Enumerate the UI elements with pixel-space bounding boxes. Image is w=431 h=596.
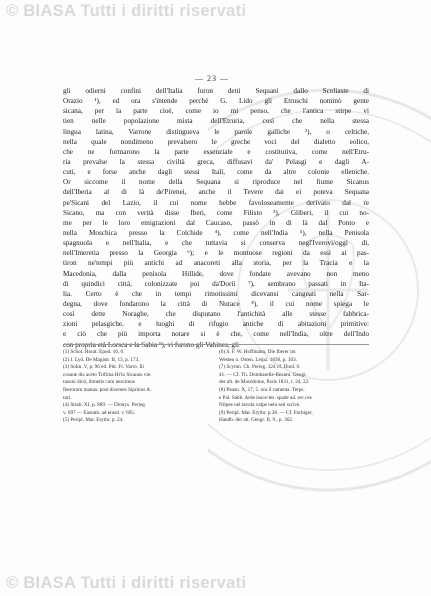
text-line: tien nelle popolazione mista dell'Etruria, così che nella stessa xyxy=(63,117,369,126)
text-line: così dette Noraghe, che disputano l'antichità alle stesse fabbrica- xyxy=(63,310,369,319)
footnote-line: (5) Peripl. Mar. Erythr. p. 24. xyxy=(63,417,124,424)
footnote-line: Handb. der alt. Geogr. II, 9., p. 362. xyxy=(219,417,294,424)
text-line: Orazio ¹), ed ora s'intende perchè G. Lido gli Etruschi nominò gente xyxy=(63,97,369,106)
footnote-line: e Pal. Sabb. Arde isoce-les. spade ad. rec.ces xyxy=(219,394,312,401)
footnote-line: (8) Pausn. X, 17, 5. ora il ramenta. Terps. xyxy=(219,386,305,393)
footnote-divider xyxy=(63,344,369,345)
text-line: pe'Sicani del Lazio, il cui nome hebbe favoloseamente derivato dal re xyxy=(63,198,369,207)
footnote-line: tusuni dicti, dimetis cum nescimus xyxy=(63,379,135,386)
text-line: sicana, per la parte cioè, come io mi penso, che l'antica stirpe vi xyxy=(63,107,369,116)
footnote-line: der alt. de Macédoine, Paris 1831, t. 24, 22. xyxy=(219,379,310,386)
footnote-line: (4) Strab. XI, p. 889. — Dionys. Perieg. xyxy=(63,402,147,409)
footnote-line: (2) J. Lyd. De Magistr. II, 13, p. 173. xyxy=(63,356,140,363)
footnote-line: Iberorum manus. post dicentes Siprinos A. xyxy=(63,386,152,393)
text-line: lia. Certo è che in tempi rimotissimi dicevansi cangeati nella Sar- xyxy=(63,289,369,298)
watermark-bottom: © BIASA Tutti i diritti riservati xyxy=(6,574,247,592)
footnote-line: 41. — Cf. Th. Dombarelle-Beaum. Geogr. xyxy=(219,371,307,378)
footnotes-right-column xyxy=(219,349,369,425)
text-line: nella Moschica presso la Colchide ⁴), come nell'India ⁵), nella Penisola xyxy=(63,228,369,237)
footnote-line: Nilpee nel tavola valpe nelu sed scrive. xyxy=(219,402,301,409)
text-line: di quindici città, colonizzate poi da'Dorii ⁷), sembrano passati in Ita- xyxy=(63,279,369,288)
text-line: Sicano, ma con verità disse Iberi, come Filisto ³), Gliberi, il cui no- xyxy=(63,208,369,217)
text-line: nella quale nondimeno prevalsero le greche voci del dialetto eolico, xyxy=(63,137,369,146)
footnote-line: (1) Schol. Horat. Epod. 16, 6. xyxy=(63,349,125,355)
text-line: degna, dove fondarono la città di Nurace ⁸), il cui nome spiega le xyxy=(63,299,369,308)
text-line: e ciò che più importa notare si è che, come nell'India, oltre dell'Indo xyxy=(63,330,369,339)
footnote-line: (6) S. F. W. Hoffmann, Die Iberer im xyxy=(219,349,296,355)
footnote-line: (9) Peripl. Mar. Erythr. p.38. — Cf. Forbiger, xyxy=(219,409,313,416)
footnote-line: (7) Scymn. Ch. Perieg. 324 cf. Diod. 6. xyxy=(219,364,301,371)
text-line: me per le loro emigrazioni dal Caucaso, passò in di là dal Ponto e xyxy=(63,218,369,227)
text-line: cuti, e forse anche dagli stessi Itali, come da altre colonie elleniche. xyxy=(63,168,369,177)
watermark-top: © BIASA Tutti i diritti riservati xyxy=(6,2,247,20)
text-line: Macedonia, dalla penisola Hillide, dove fondate avevano non meno xyxy=(63,269,369,278)
footnote-line: Westen u. Osten. Leipz. 1838, p. 103. xyxy=(219,356,297,363)
text-line: gli odierni confini dell'Italia furon detti Sequani dallo Scoliaste di xyxy=(63,87,369,95)
text-line: tiron ne'tempi più antichi ad anacoreti alla storia, per la Tracia e la xyxy=(63,259,369,268)
text-line: con propria età Lorsca e la Sabia ⁹), vi furono gli Vahines, gli xyxy=(63,340,240,349)
footnote-line: turi. xyxy=(63,394,72,401)
footnote-line: v. 697 — Eustath. ad eiusd. v. 695. xyxy=(63,409,136,416)
text-line: zioni pelasgiche, e luoghi di rifugio antiche di abitazioni primitive: xyxy=(63,320,369,329)
text-line: lingua latina, Varrone distingueva le parole galliche ²), o celtiche, xyxy=(63,127,369,136)
text-line: nell'Imeretia presso la Georgia ⁶); e le montuose regioni da essi ai pas- xyxy=(63,249,369,258)
footnotes xyxy=(63,349,369,425)
page-number: — 23 — xyxy=(195,74,229,83)
footnote-line: (3) Solin. V, p. 96 ed. Pitt. Fr. Varro. Ili xyxy=(63,364,144,371)
text-line: Or siccome il nome della Sequana si riproduce nel fiume Sicanus xyxy=(63,178,369,187)
text-line: ria prevalse la stessa civiltà greca, diffusavi da' Pelasgi e dagli A- xyxy=(63,157,369,166)
footnote-line: cosaue dis aceto Trifima Hi'in Sicanus vie. xyxy=(63,371,152,378)
footnotes-left-column xyxy=(63,349,213,425)
text-line: spagnuola e nell'Italia, e che tuttavia si conserva negl'Iverovi/oggi di, xyxy=(63,239,369,248)
body-text xyxy=(63,86,369,350)
text-line: che ne formarono la parte essenziale e costitutiva, come nell'Etru- xyxy=(63,147,369,156)
text-line: dell'Iberia al di là de'Pirenei, anche il Tevere dai ei poteva Sequana xyxy=(63,188,369,197)
